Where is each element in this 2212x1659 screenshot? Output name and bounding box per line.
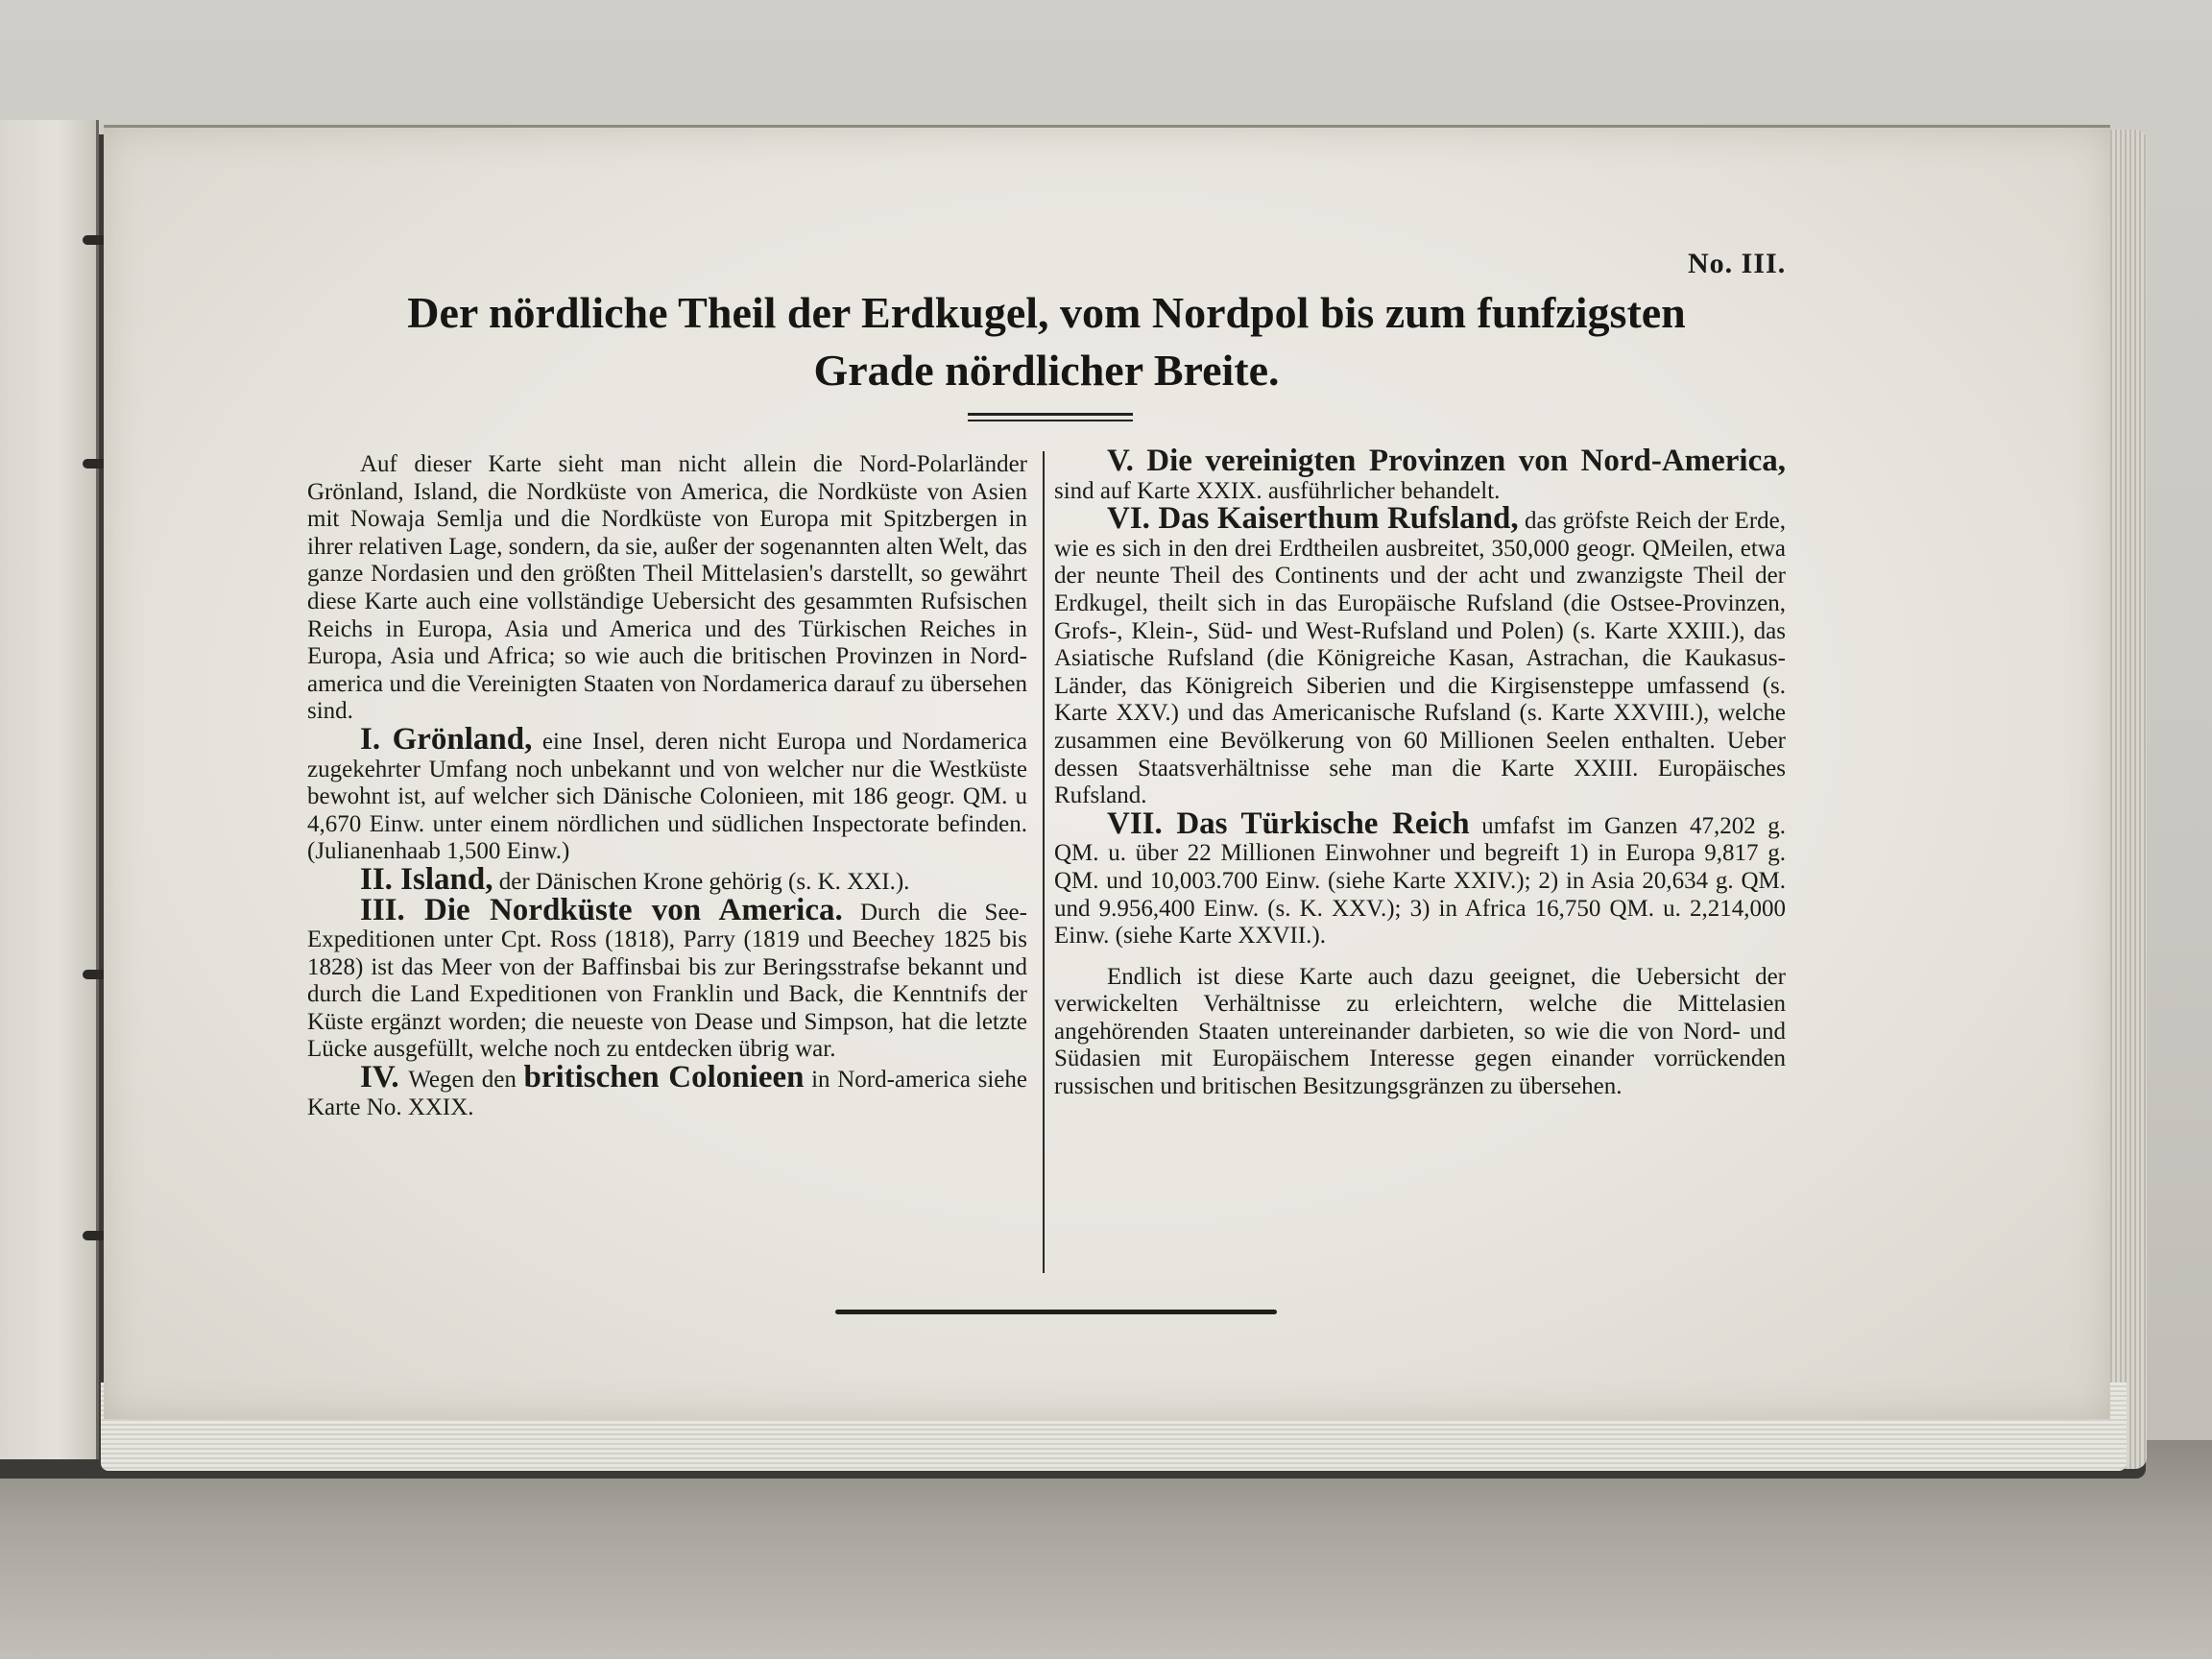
section-text: umfafst im Ganzen 47,202 g. QM. u. über 22 Millionen Einwohner und begreift 1) in Europa 9,817 g. QM. und 10,003.700 Einw. (siehe Karte XXIV.); 2) in Asia 20,634 g. QM. und 9.956,400 Einw. (s. K. XXV.); 3) in Africa 16,750 QM. u. 2,214,000 Einw. (siehe Karte XXVII.). bbox=[1054, 812, 1786, 950]
section-nordkueste bbox=[307, 892, 1027, 1065]
section-text: eine Insel, deren nicht Europa und Nordamerica zugekehrter Umfang noch unbekannt und von welcher nur die Westküste bewohnt ist, auf welcher sich Dänische Colonieen, mit 186 geogr. QM. u 4,670 Einw. unter einem nördlichen und südlichen Inspectorate befinden. (Julianenhaab 1,500 Einw.) bbox=[307, 728, 1027, 865]
section-text: in Nord-america siehe Karte No. XXIX. bbox=[307, 1067, 1028, 1120]
section-britische-colonieen bbox=[307, 1060, 1028, 1121]
section-text: sind auf Karte XXIX. ausführlicher behandelt. bbox=[1054, 477, 1501, 504]
closing-paragraph: Endlich ist diese Karte auch dazu geeignet, die Uebersicht der verwickelten Verhältnisse zu erleichtern, welche die Mittelasien angehörenden Staaten untereinander darbieten, so wie die von Nord- und Südasien mit Europäischem Interesse gegen einander vorrückenden russischen und britischen Besitzungsgränzen zu übersehen. bbox=[1054, 963, 1786, 1100]
title-line-2: Grade nördlicher Breite. bbox=[813, 346, 1280, 395]
section-heading-prefix: IV. bbox=[360, 1060, 409, 1095]
left-column bbox=[307, 451, 1027, 1121]
intro-paragraph: Auf dieser Karte sieht man nicht allein die Nord-Polarländer Grönland, Island, die Nordküste von America, die Nordküste von Asien mit Nowaja Semlja und die Nordküste von Europa mit Spitzbergen in ihrer relativen Lage, sondern, da sie, außer der sogenannten alten Welt, das ganze Nordasien und den größten Theil Mittelasien's darstellt, so gewährt diese Karte auch eine vollständige Uebersicht des gesammten Rufsischen Reichs in Europa, Asia und America und des Türkischen Reiches in Europa, Asia und Africa; so wie auch die britischen Provinzen in Nord-america und die Vereinigten Staaten von Nordamerica darauf zu übersehen sind. bbox=[307, 451, 1027, 725]
page-title bbox=[288, 284, 1805, 399]
section-groenland bbox=[307, 721, 1027, 866]
left-page-edge bbox=[0, 120, 99, 1459]
section-text: Durch die See-Expeditionen unter Cpt. Ross (1818), Parry (1819 und Beechey 1825 bis 1828) ist das Meer von der Baffinsbai bis zur Beringsstrafse bekannt und durch die Land Expeditionen von Franklin und Back, die Kenntnifs der Küste ergänzt worden; die neueste von Dease und Simpson, hat die letzte Lücke ausgefüllt, welche noch zu entdecken übrig war. bbox=[307, 899, 1027, 1063]
column-divider bbox=[1043, 451, 1045, 1273]
section-vereinigte-provinzen bbox=[1054, 444, 1786, 505]
section-heading: III. Die Nordküste von America. bbox=[360, 892, 843, 927]
section-tuerkisches-reich bbox=[1054, 805, 1786, 950]
section-heading: II. Island, bbox=[360, 861, 493, 897]
section-russland bbox=[1054, 501, 1786, 810]
title-divider bbox=[968, 413, 1133, 421]
bottom-rule bbox=[835, 1310, 1277, 1314]
section-text: der Dänischen Krone gehörig (s. K. XXI.). bbox=[493, 868, 910, 895]
section-text: das gröfste Reich der Erde, wie es sich in den drei Erdtheilen ausbreitet, 350,000 geogr. QMeilen, etwa der neunte Theil des Continents und der acht und zwanzigste Theil der Erdkugel, theilt sich in das Europäische Rufsland (die Ostsee-Provinzen, Grofs-, Klein-, Süd- und West-Rufsland und Polen) (s. Karte XXIII.), das Asiatische Rufsland (die Königreiche Kasan, Astrachan, die Kaukasus-Länder, das Königreich Siberien und die Kirgisensteppe umfassend (s. Karte XXV.) und das Americanische Rufsland (s. Karte XXVIII.), welche zusammen eine Bevölkerung von 60 Millionen Seelen enthalten. Ueber dessen Staatsverhältnisse sehe man die Karte XXIII. Europäisches Rufsland. bbox=[1054, 508, 1786, 809]
right-column bbox=[1054, 444, 1786, 1101]
section-heading: I. Grönland, bbox=[360, 721, 533, 757]
section-heading: britischen Colonieen bbox=[523, 1060, 805, 1095]
section-heading: VII. Das Türkische Reich bbox=[1107, 805, 1470, 841]
section-heading: V. Die vereinigten Provinzen von Nord-America, bbox=[1107, 444, 1786, 478]
section-heading: VI. Das Kaiserthum Rufsland, bbox=[1107, 501, 1519, 537]
page-number: No. III. bbox=[1688, 248, 1787, 279]
title-line-1: Der nördliche Theil der Erdkugel, vom Nordpol bis zum funfzigsten bbox=[407, 288, 1686, 337]
section-text: Wegen den bbox=[408, 1067, 524, 1094]
